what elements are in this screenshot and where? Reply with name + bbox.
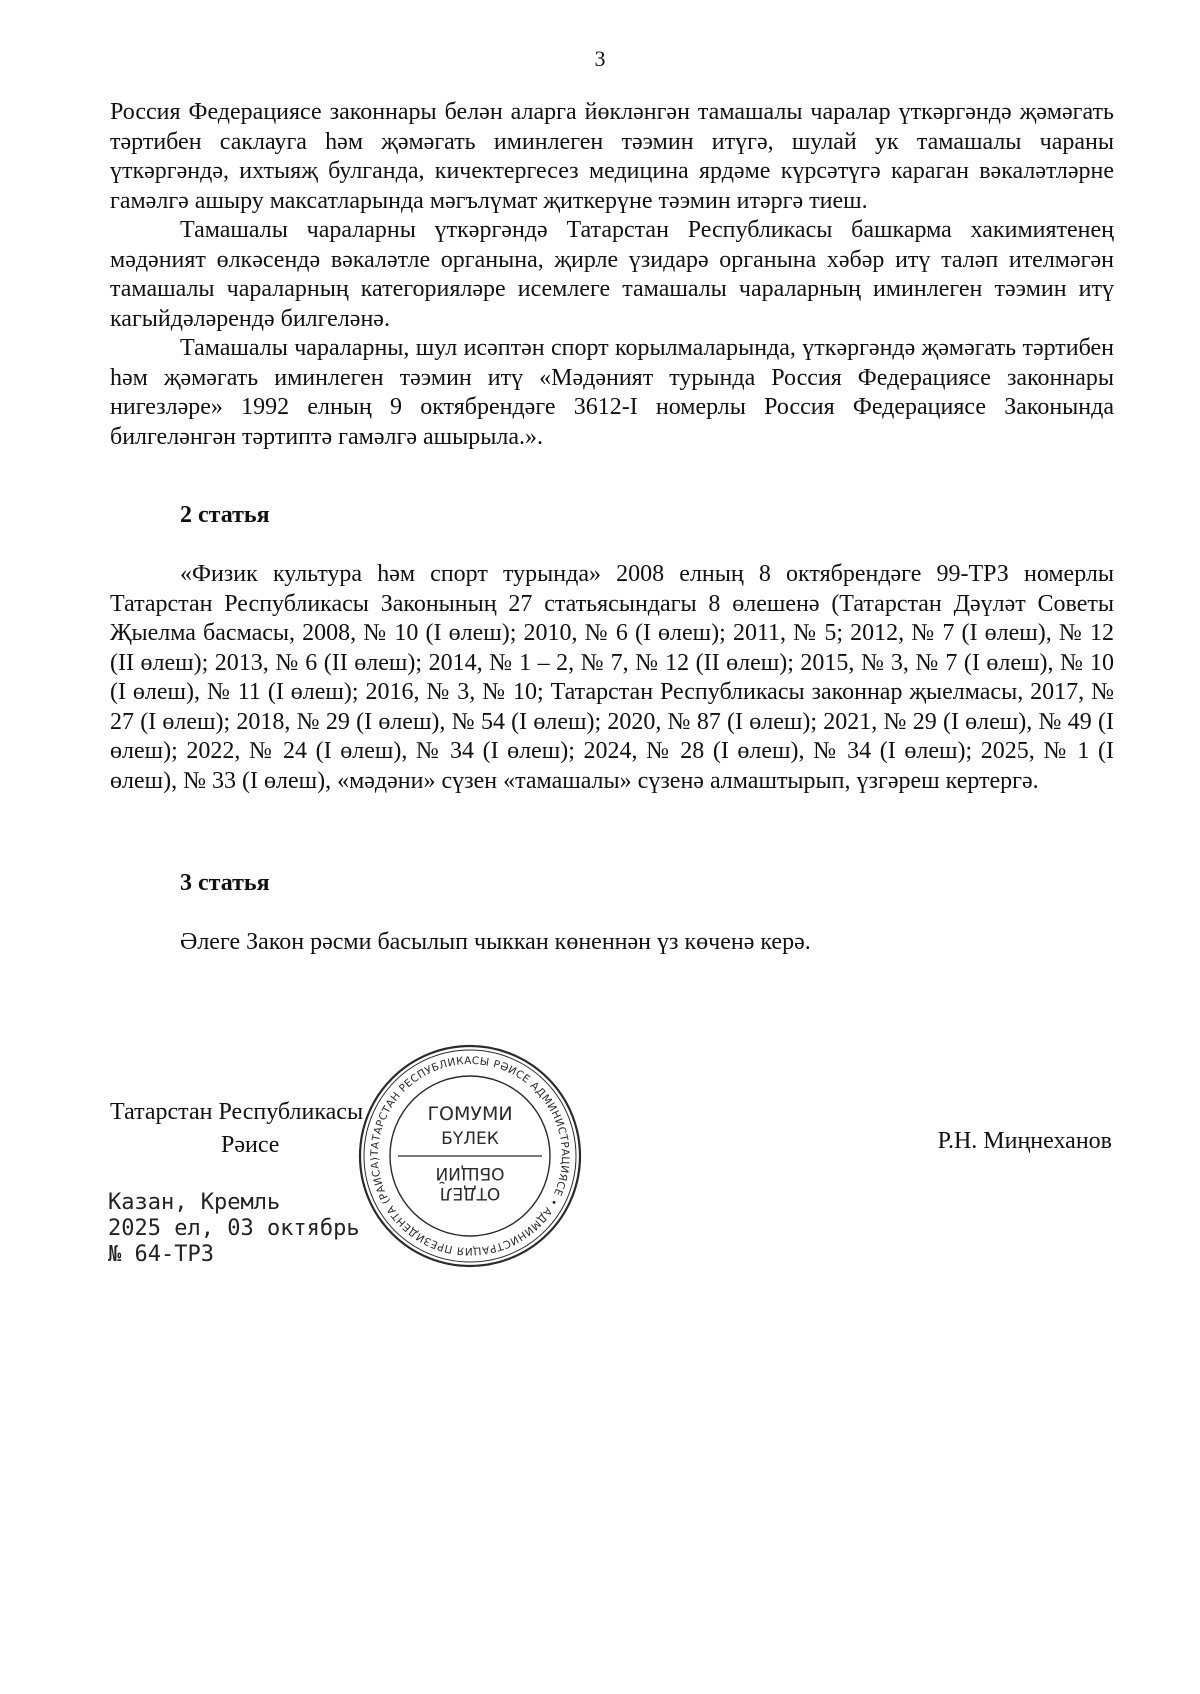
registration-number: № 64-ТРЗ bbox=[108, 1242, 214, 1267]
article-2-text: «Физик культура һәм спорт турында» 2008 елның 8 октябрендәге 99-ТРЗ номерлы Татарстан Республикасы Законының 27 статьясындагы 8 өлешенә (Татарстан Дәүләт Советы Җыелма басмасы, 2008, № 10 (I өлеш); 2010, № 6 (I өлеш); 2011, № 5; 2012, № 7 (I өлеш), № 12 (II өлеш); 2013, № 6 (II өлеш); 2014, № 1 – 2, № 7, № 12 (II өлеш); 2015, № 3, № 7 (I өлеш), № 10 (I өлеш), № 11 (I өлеш); 2016, № 3, № 10; Татарстан Республикасы законнар җыелмасы, 2017, № 27 (I өлеш); 2018, № 29 (I өлеш), № 54 (I өлеш); 2020, № 87 (I өлеш); 2021, № 29 (I өлеш), № 49 (I өлеш); 2022, № 24 (I өлеш), № 34 (I өлеш); 2024, № 28 (I өлеш), № 34 (I өлеш); 2025, № 1 (I өлеш), № 33 (I өлеш), «мәдәни» сүзен «тамашалы» сүзенә алмаштырып, үзгәреш кертергә. bbox=[110, 561, 1114, 794]
signatory-name: Р.Н. Миңнеханов bbox=[937, 1128, 1112, 1154]
signatory-title-line2: Рәисе bbox=[221, 1132, 280, 1158]
signatory-title-line1: Татарстан Республикасы bbox=[110, 1099, 364, 1125]
page-number: 3 bbox=[594, 46, 606, 71]
official-seal bbox=[356, 1042, 584, 1270]
seal-center-top1: ГОМУМИ bbox=[427, 1103, 513, 1125]
registration-place: Казан, Кремль bbox=[108, 1190, 281, 1215]
article-2-heading: 2 статья bbox=[180, 502, 270, 528]
signatory-title bbox=[110, 1096, 363, 1162]
seal-graphic bbox=[356, 1042, 584, 1270]
paragraph-2: Тамашалы чараларны үткәргәндә Татарстан Республикасы башкарма хакимиятенең мәдәният өлкәсендә вәкаләтле органына, җирле үзидарә органына хәбәр итү таләп ителмәгән тамашалы чараларның категорияләре исемлеге тамашалы чараларның иминлеген тәэмин итү кагыйдәләрендә билгеләнә. bbox=[110, 217, 1114, 332]
article-3-heading: 3 статья bbox=[180, 870, 270, 896]
seal-center-bottom bbox=[435, 1163, 504, 1203]
paragraph-1: Россия Федерациясе законнары белән аларга йөкләнгән тамашалы чаралар үткәргәндә җәмәгать тәртибен саклауга һәм җәмәгать иминлеген тәэмин итүгә, шулай ук тамашалы чараны үткәргәндә, ихтыяҗ булганда, кичектергесез медицина ярдәме күрсәтүгә караган вәкаләтләрне гамәлгә ашыру максатларында мәгълүмат җиткерүне тәэмин итәргә тиеш. bbox=[110, 99, 1114, 214]
paragraph-3: Тамашалы чараларны, шул исәптән спорт корылмаларында, үткәргәндә җәмәгать тәртибен һәм җәмәгать иминлеген тәэмин итү «Мәдәният турында Россия Федерациясе законнары нигезләре» 1992 елның 9 октябрендәге 3612-I номерлы Россия Федерациясе Законында билгеләнгән тәртиптә гамәлгә ашырыла.». bbox=[110, 335, 1114, 450]
seal-center-top2: БҮЛЕК bbox=[441, 1129, 499, 1149]
seal-ring-text: ТАТАРСТАН РЕСПУБЛИКАСЫ РӘИСЕ АДМИНИСТРАЦИЯСЕ • АДМИНИСТРАЦИЯ ПРЕЗИДЕНТА (РАИСА) bbox=[368, 1054, 572, 1258]
seal-center-bottom2: ОБЩИЙ bbox=[435, 1163, 505, 1183]
registration-date: 2025 ел, 03 октябрь bbox=[108, 1216, 360, 1241]
article-3-text: Әлеге Закон рәсми басылып чыккан көненнән үз көченә керә. bbox=[180, 929, 811, 955]
article1-continuation bbox=[110, 98, 1114, 452]
article-2-body bbox=[110, 560, 1114, 796]
article-3-body bbox=[110, 928, 1114, 958]
seal-center-bottom1: ОТДЕЛ bbox=[439, 1183, 501, 1203]
registration-block bbox=[108, 1190, 360, 1268]
